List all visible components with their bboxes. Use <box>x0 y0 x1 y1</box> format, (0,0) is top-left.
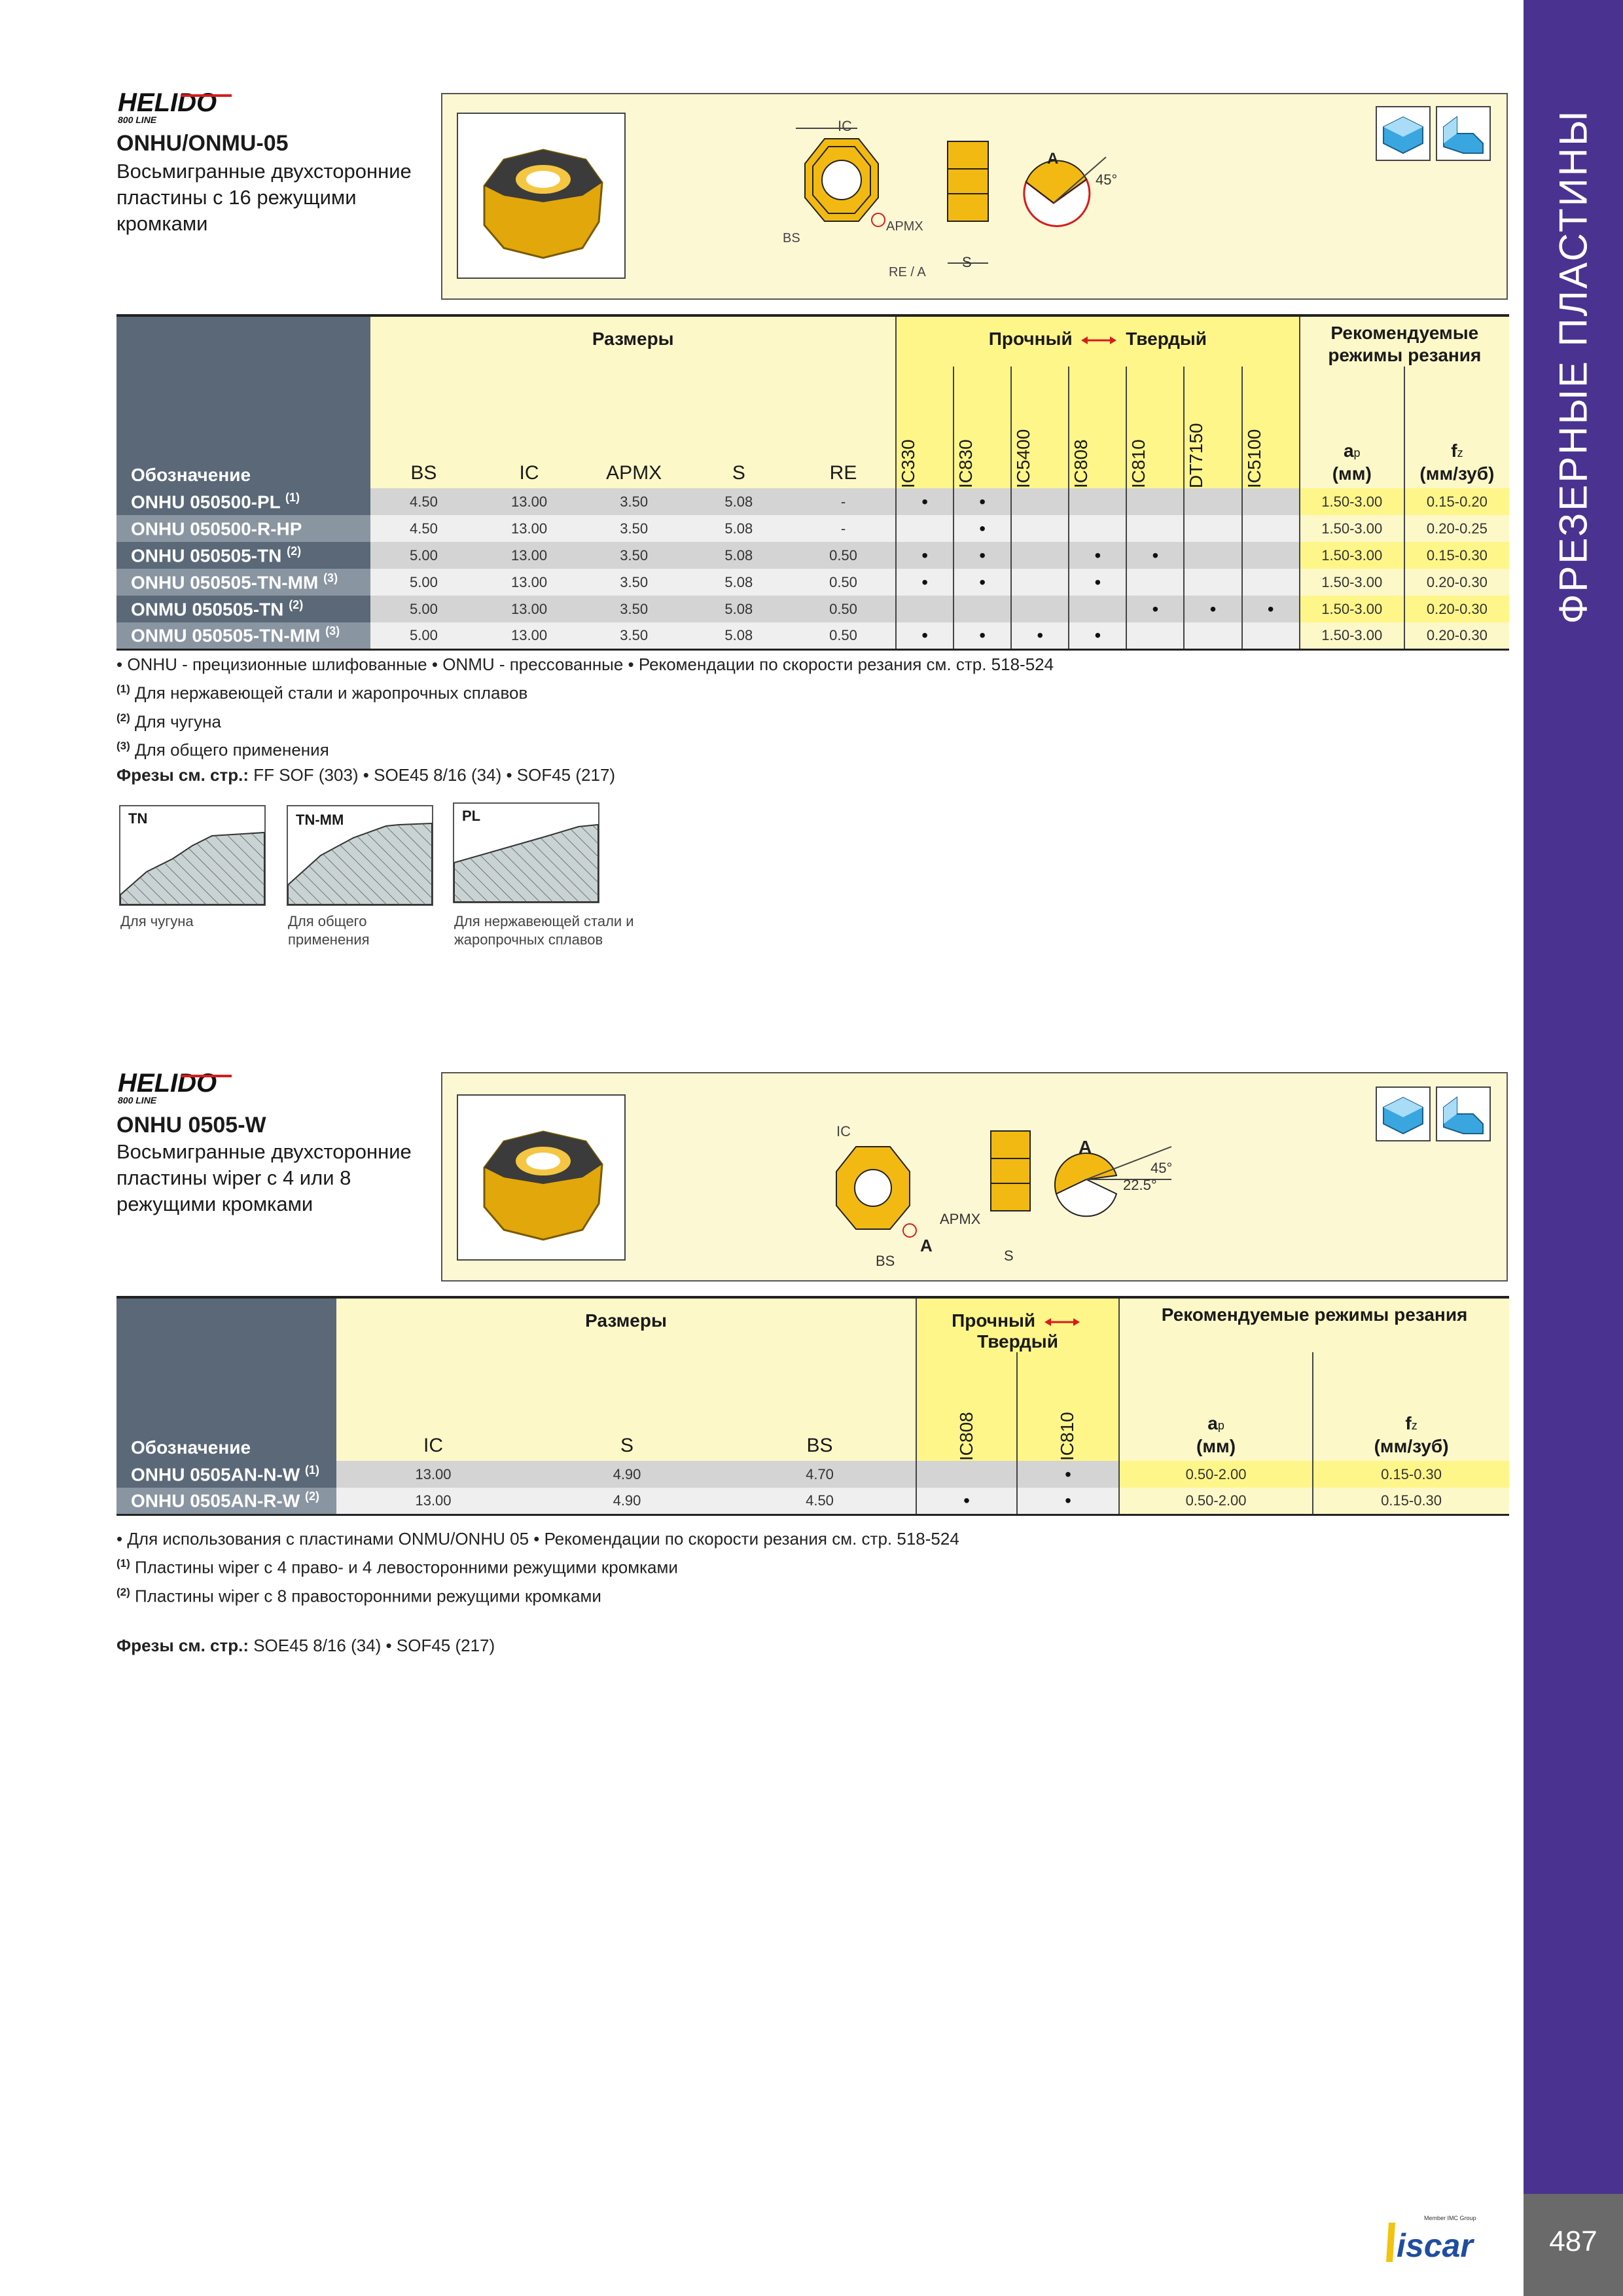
table-row <box>116 622 1509 649</box>
header-designation-2: Обозначение <box>116 1297 336 1461</box>
header-dimensions-2: Размеры <box>336 1297 916 1352</box>
t1-dim-cell: 0.50 <box>791 622 896 649</box>
page-number: 487 <box>1549 2225 1597 2257</box>
notes-section1 <box>116 652 1360 787</box>
t1-grade-cell <box>1184 515 1241 542</box>
grade-tough-label: Прочный <box>988 329 1073 349</box>
t1-dim-cell: 5.08 <box>687 542 791 569</box>
header-grade-range <box>896 315 1300 367</box>
col-ic-2: IC <box>336 1352 530 1461</box>
t1-grade-cell <box>1126 622 1184 649</box>
side-title: ФРЕЗЕРНЫЕ ПЛАСТИНЫ <box>1551 109 1596 624</box>
t1-dim-cell: - <box>791 488 896 515</box>
t1-dim-cell: 3.50 <box>582 542 687 569</box>
t1-grade-cell <box>1011 542 1069 569</box>
t1-grade-cell <box>1242 542 1300 569</box>
col-grade-dt7150: DT7150 <box>1184 367 1241 488</box>
t2-dim-cell: 4.90 <box>530 1488 724 1515</box>
t1-grade-cell <box>1242 569 1300 596</box>
col-grade-ic5100: IC5100 <box>1242 367 1300 488</box>
t2-designation: ONHU 0505AN-N-W $^{(1)}$ <box>116 1461 336 1488</box>
chipbreaker-tn-mm-caption: Для общего применения <box>288 913 370 948</box>
product-title-2: ONHU 0505-W <box>116 1113 266 1138</box>
t2-grade-cell: • <box>1017 1488 1119 1515</box>
wiper-drawing <box>805 1094 1211 1271</box>
col-re: RE <box>791 367 896 488</box>
insert-photo <box>457 113 626 279</box>
face-mill-icon <box>1376 106 1431 161</box>
note-line1: • ONHU - прецизионные шлифованные • ONMU - прессованные • Рекомендации по скорости резания см. стр. 518-524 <box>116 655 1054 674</box>
t1-grade-cell <box>896 596 954 622</box>
t1-dim-cell: 5.00 <box>370 622 476 649</box>
t1-grade-cell: • <box>1126 596 1184 622</box>
label-a-2: A <box>1079 1137 1092 1157</box>
t2-grade-cell: • <box>916 1488 1017 1515</box>
t1-grade-cell: • <box>896 488 954 515</box>
label-s: S <box>962 254 972 270</box>
t2-ap-cell: 0.50-2.00 <box>1119 1461 1313 1488</box>
t1-dim-cell: 3.50 <box>582 622 687 649</box>
label-a: A <box>1047 150 1059 168</box>
t1-ap-cell: 1.50-3.00 <box>1300 569 1404 596</box>
t1-grade-cell <box>1011 515 1069 542</box>
double-arrow-icon-2 <box>1044 1316 1080 1329</box>
grade-tough-label-2: Прочный <box>952 1310 1036 1331</box>
t1-grade-cell <box>1126 569 1184 596</box>
t2-fz-cell: 0.15-0.30 <box>1313 1461 1509 1488</box>
t1-dim-cell: 13.00 <box>476 542 581 569</box>
t1-ap-cell: 1.50-3.00 <box>1300 622 1404 649</box>
logo-brand: iscar <box>1397 2227 1473 2264</box>
t1-dim-cell: 5.00 <box>370 542 476 569</box>
t1-grade-cell <box>896 515 954 542</box>
t1-grade-cell: • <box>954 515 1011 542</box>
header-dimensions: Размеры <box>370 315 896 367</box>
t1-grade-cell <box>1069 596 1126 622</box>
t1-dim-cell: 4.50 <box>370 515 476 542</box>
insert-photo-2 <box>457 1094 626 1261</box>
t1-dim-cell: 13.00 <box>476 596 581 622</box>
t1-grade-cell <box>1011 488 1069 515</box>
t1-designation: ONMU 050505-TN $^{(2)}$ <box>116 596 370 622</box>
t1-grade-cell: • <box>954 622 1011 649</box>
col-ic: IC <box>476 367 581 488</box>
t2-dim-cell: 4.50 <box>724 1488 916 1515</box>
table-row <box>116 542 1509 569</box>
t1-dim-cell: 3.50 <box>582 569 687 596</box>
brand-line: 800 LINE <box>118 115 157 125</box>
t1-grade-cell: • <box>896 622 954 649</box>
chipbreaker-tn-mm <box>287 805 433 906</box>
header-recommended: Рекомендуемые режимы резания <box>1300 315 1509 367</box>
t1-grade-cell: • <box>1069 569 1126 596</box>
col-bs: BS <box>370 367 476 488</box>
t1-fz-cell: 0.20-0.30 <box>1404 596 1509 622</box>
shoulder-mill-icon <box>1436 106 1491 161</box>
note2-1: $^{(1)}$ Пластины wiper с 4 право- и 4 левосторонними режущими кромками <box>116 1557 678 1577</box>
col-bs-2: BS <box>724 1352 916 1461</box>
header-designation: Обозначение <box>116 315 370 488</box>
t1-grade-cell: • <box>896 542 954 569</box>
note-3: $^{(3)}$ Для общего применения <box>116 740 329 760</box>
table-row <box>116 596 1509 622</box>
col-grade-ic5400: IC5400 <box>1011 367 1069 488</box>
t1-dim-cell: 5.08 <box>687 596 791 622</box>
col-s: S <box>687 367 791 488</box>
col-grade-ic330: IC330 <box>896 367 954 488</box>
t1-fz-cell: 0.20-0.30 <box>1404 622 1509 649</box>
t1-designation: ONHU 050505-TN $^{(2)}$ <box>116 542 370 569</box>
brand-name-2: HELIDO <box>118 1069 217 1098</box>
product-subtitle-2: Восьмигранные двухсторонние пластины wiper с 4 или 8 режущими кромками <box>116 1140 412 1215</box>
t1-grade-cell <box>1126 515 1184 542</box>
t1-dim-cell: 0.50 <box>791 542 896 569</box>
t1-grade-cell: • <box>954 569 1011 596</box>
t1-dim-cell: 13.00 <box>476 488 581 515</box>
t1-grade-cell: • <box>1242 596 1300 622</box>
t1-designation: ONHU 050500-PL $^{(1)}$ <box>116 488 370 515</box>
t2-fz-cell: 0.15-0.30 <box>1313 1488 1509 1515</box>
t1-fz-cell: 0.15-0.30 <box>1404 542 1509 569</box>
t1-designation: ONMU 050505-TN-MM $^{(3)}$ <box>116 622 370 649</box>
insert-photo-2-icon <box>458 1096 624 1259</box>
t1-dim-cell: 3.50 <box>582 596 687 622</box>
t1-ap-cell: 1.50-3.00 <box>1300 542 1404 569</box>
t1-grade-cell: • <box>1069 542 1126 569</box>
grade-hard-label: Твердый <box>1126 329 1207 349</box>
note2-line1: • Для использования с пластинами ONMU/ONHU 05 • Рекомендации по скорости резания см. стр. 518-524 <box>116 1529 959 1549</box>
t1-grade-cell <box>1184 569 1241 596</box>
label-angle: 45° <box>1096 171 1118 188</box>
label-ic-2: IC <box>836 1123 851 1139</box>
col-apmx: APMX <box>582 367 687 488</box>
col-grade-ic810-2: IC810 <box>1017 1352 1119 1461</box>
table-row <box>116 569 1509 596</box>
chipbreaker-tn <box>119 805 266 906</box>
t1-grade-cell: • <box>1011 622 1069 649</box>
label-apmx-2: APMX <box>940 1211 981 1227</box>
t1-grade-cell <box>1184 622 1241 649</box>
helido-logo <box>115 86 246 126</box>
chipbreaker-tn-label: TN <box>128 810 148 827</box>
t1-dim-cell: 3.50 <box>582 488 687 515</box>
label-apmx: APMX <box>886 219 923 234</box>
t1-grade-cell: • <box>1184 596 1241 622</box>
t2-dim-cell: 4.70 <box>724 1461 916 1488</box>
t1-fz-cell: 0.20-0.30 <box>1404 569 1509 596</box>
table-row <box>116 1461 1509 1488</box>
col-grade-ic810: IC810 <box>1126 367 1184 488</box>
t1-grade-cell <box>1011 596 1069 622</box>
brand-name: HELIDO <box>118 88 217 117</box>
table-row <box>116 488 1509 515</box>
double-arrow-icon <box>1081 334 1116 347</box>
t1-grade-cell: • <box>954 488 1011 515</box>
t1-grade-cell: • <box>954 542 1011 569</box>
face-mill-icon-2 <box>1376 1086 1431 1141</box>
t2-dim-cell: 13.00 <box>336 1488 530 1515</box>
col-fz-2: fz (мм/зуб) <box>1313 1352 1509 1461</box>
label-bs-2: BS <box>876 1253 895 1269</box>
t1-dim-cell: 0.50 <box>791 569 896 596</box>
t1-ap-cell: 1.50-3.00 <box>1300 515 1404 542</box>
label-a-arrow: A <box>920 1236 933 1255</box>
t1-dim-cell: 0.50 <box>791 596 896 622</box>
t1-fz-cell: 0.20-0.25 <box>1404 515 1509 542</box>
t1-dim-cell: 13.00 <box>476 515 581 542</box>
t1-grade-cell <box>1184 488 1241 515</box>
t1-grade-cell <box>1069 515 1126 542</box>
label-bs: BS <box>783 231 800 245</box>
t1-grade-cell <box>1242 622 1300 649</box>
spec-table-onhu-0505-w-body <box>116 1461 1509 1515</box>
t1-grade-cell <box>1184 542 1241 569</box>
iscar-logo <box>1386 2212 1476 2265</box>
t1-grade-cell <box>954 596 1011 622</box>
table-row <box>116 515 1509 542</box>
spec-table-onhu-05-body <box>116 488 1509 649</box>
table-row <box>116 1488 1509 1515</box>
t1-grade-cell <box>1011 569 1069 596</box>
spec-table-onhu-05 <box>116 314 1509 651</box>
t2-dim-cell: 4.90 <box>530 1461 724 1488</box>
insert-drawing <box>759 111 1118 288</box>
spec-table-onhu-0505-w <box>116 1296 1509 1516</box>
t1-grade-cell <box>1242 515 1300 542</box>
t1-dim-cell: 5.00 <box>370 569 476 596</box>
col-ap-2: ap (мм) <box>1119 1352 1313 1461</box>
notes-section2 <box>116 1526 1360 1658</box>
chipbreaker-pl <box>453 802 599 903</box>
col-ap: ap (мм) <box>1300 367 1404 488</box>
t1-ap-cell: 1.50-3.00 <box>1300 488 1404 515</box>
t1-dim-cell: 4.50 <box>370 488 476 515</box>
insert-photo-icon <box>458 114 624 278</box>
t1-grade-cell: • <box>1069 622 1126 649</box>
chipbreaker-pl-caption: Для нержавеющей стали и жаропрочных сплавов <box>454 913 634 948</box>
logo-member-text: Member IMC Group <box>1424 2215 1476 2221</box>
brand-line-2: 800 LINE <box>118 1095 157 1105</box>
t1-ap-cell: 1.50-3.00 <box>1300 596 1404 622</box>
t1-fz-cell: 0.15-0.20 <box>1404 488 1509 515</box>
t1-dim-cell: 5.08 <box>687 515 791 542</box>
t2-dim-cell: 13.00 <box>336 1461 530 1488</box>
t1-grade-cell <box>1242 488 1300 515</box>
helido-logo-2 <box>115 1067 246 1106</box>
col-grade-ic830: IC830 <box>954 367 1011 488</box>
col-grade-ic808-2: IC808 <box>916 1352 1017 1461</box>
header-recommended-2: Рекомендуемые режимы резания <box>1119 1297 1509 1352</box>
t1-designation: ONHU 050505-TN-MM $^{(3)}$ <box>116 569 370 596</box>
label-angle1: 45° <box>1150 1160 1173 1176</box>
t1-grade-cell <box>1069 488 1126 515</box>
cutters-ref: Фрезы см. стр.: FF SOF (303) • SOE45 8/16 (34) • SOF45 (217) <box>116 764 616 785</box>
t1-grade-cell <box>1126 488 1184 515</box>
t1-dim-cell: 5.00 <box>370 596 476 622</box>
chipbreaker-tn-caption: Для чугуна <box>120 913 194 929</box>
t1-dim-cell: 13.00 <box>476 622 581 649</box>
label-ic: IC <box>838 118 852 134</box>
t1-dim-cell: 5.08 <box>687 488 791 515</box>
grade-hard-label-2: Твердый <box>977 1331 1058 1352</box>
label-re-a: RE / A <box>889 265 926 279</box>
t1-dim-cell: 5.08 <box>687 622 791 649</box>
t1-grade-cell: • <box>896 569 954 596</box>
t1-dim-cell: 3.50 <box>582 515 687 542</box>
t1-dim-cell: 13.00 <box>476 569 581 596</box>
label-angle2: 22.5° <box>1123 1177 1157 1193</box>
shoulder-mill-icon-2 <box>1436 1086 1491 1141</box>
note-2: $^{(2)}$ Для чугуна <box>116 711 221 732</box>
t2-ap-cell: 0.50-2.00 <box>1119 1488 1313 1515</box>
col-s-2: S <box>530 1352 724 1461</box>
product-title: ONHU/ONMU-05 <box>116 131 289 156</box>
t2-grade-cell: • <box>1017 1461 1119 1488</box>
header-grade-range-2 <box>916 1297 1119 1352</box>
label-s-2: S <box>1004 1247 1014 1264</box>
t1-dim-cell: 5.08 <box>687 569 791 596</box>
chipbreaker-pl-label: PL <box>462 808 481 824</box>
col-grade-ic808: IC808 <box>1069 367 1126 488</box>
t1-grade-cell: • <box>1126 542 1184 569</box>
col-fz: fz (мм/зуб) <box>1404 367 1509 488</box>
t1-dim-cell: - <box>791 515 896 542</box>
t1-designation: ONHU 050500-R-HP <box>116 515 370 542</box>
product-subtitle: Восьмигранные двухсторонние пластины с 16 режущими кромками <box>116 160 412 235</box>
note-1: $^{(1)}$ Для нержавеющей стали и жаропрочных сплавов <box>116 683 528 703</box>
note2-2: $^{(2)}$ Пластины wiper с 8 правосторонними режущими кромками <box>116 1585 601 1606</box>
t2-grade-cell <box>916 1461 1017 1488</box>
t2-designation: ONHU 0505AN-R-W $^{(2)}$ <box>116 1488 336 1515</box>
cutters-ref-2: Фрезы см. стр.: SOE45 8/16 (34) • SOF45 (217) <box>116 1636 495 1656</box>
chipbreaker-tn-mm-label: TN-MM <box>296 812 344 828</box>
